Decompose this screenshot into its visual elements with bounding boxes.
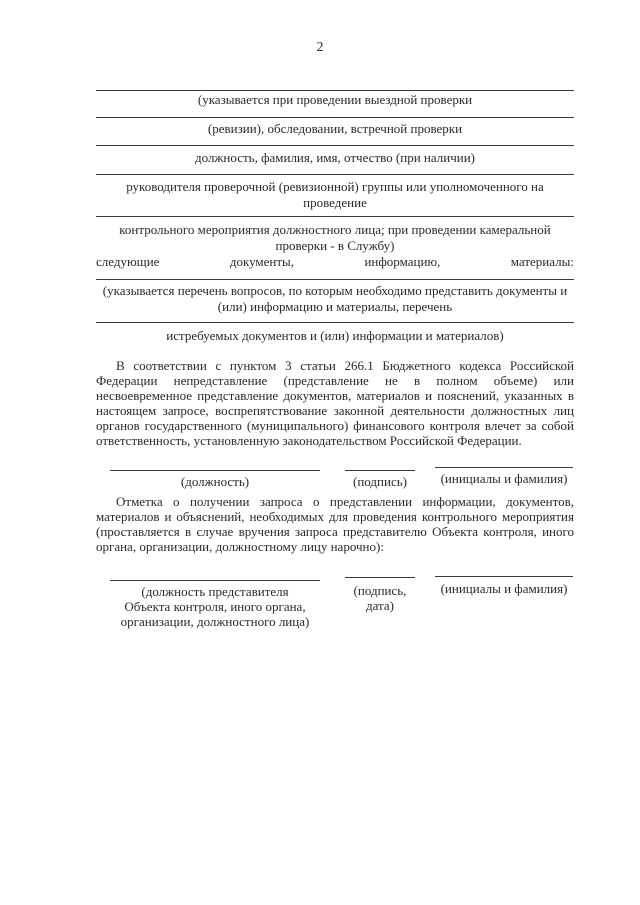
legal-paragraph-text: В соответствии с пунктом 3 статьи 266.1 Бюджетного кодекса Российской Федерации непредставление (представление не в полном объеме) или несвоевременное представление документов, материалов и пояснений, указанных в настоящем запросе, воспрепятствование законной деятельности должностных лиц органов государственного (муниципального) финансового контроля влечет за собой ответственность, установленную законодательством Российской Федерации. bbox=[96, 358, 574, 448]
signature-line-position bbox=[110, 580, 320, 581]
instruction-text: истребуемых документов и (или) информации и материалов) bbox=[166, 328, 504, 343]
caption-line: Объекта контроля, иного органа, bbox=[124, 599, 306, 614]
caption-position: (должность) bbox=[180, 474, 250, 489]
page-number: 2 bbox=[316, 40, 324, 55]
word-following: следующие bbox=[96, 254, 160, 269]
word-materials: материалы: bbox=[510, 254, 574, 269]
caption-signature: (подпись) bbox=[353, 474, 407, 489]
receipt-paragraph-text: Отметка о получении запроса о представлении информации, документов, материалов и объяснений, необходимых для проведения контрольного мероприятия (проставляется в случае вручения запроса представителю Объекта контроля, иного органа, организации, должностному лицу нарочно): bbox=[96, 494, 574, 554]
caption-signature-date bbox=[340, 583, 420, 613]
legal-paragraph bbox=[96, 358, 574, 448]
fill-line bbox=[96, 117, 574, 118]
instruction-text: руководителя проверочной (ревизионной) группы или уполномоченного на bbox=[126, 179, 544, 194]
instruction-text: проверки - в Службу) bbox=[275, 238, 395, 253]
fill-line bbox=[96, 90, 574, 91]
caption-line: организации, должностного лица) bbox=[120, 614, 310, 629]
fill-line bbox=[96, 174, 574, 175]
word-documents: документы, bbox=[229, 254, 295, 269]
signature-line-signature bbox=[345, 577, 415, 578]
instruction-text: контрольного мероприятия должностного лица; при проведении камеральной bbox=[119, 222, 551, 237]
instruction-text: проведение bbox=[303, 195, 367, 210]
signature-line-initials bbox=[435, 467, 573, 468]
instruction-text: должность, фамилия, имя, отчество (при наличии) bbox=[195, 150, 475, 165]
word-information: информацию, bbox=[364, 254, 441, 269]
instruction-text: (указывается перечень вопросов, по которым необходимо представить документы и bbox=[102, 283, 568, 298]
fill-line bbox=[96, 279, 574, 280]
receipt-paragraph bbox=[96, 494, 574, 554]
caption-line: дата) bbox=[366, 598, 394, 613]
instruction-text: (или) информацию и материалы, перечень bbox=[217, 299, 453, 314]
caption-line: (должность представителя bbox=[141, 584, 289, 599]
caption-initials: (инициалы и фамилия) bbox=[440, 581, 568, 596]
signature-line-signature bbox=[345, 470, 415, 471]
caption-line: (подпись, bbox=[353, 583, 407, 598]
instruction-text: (указывается при проведении выездной проверки bbox=[197, 92, 473, 107]
instruction-text: (ревизии), обследовании, встречной проверки bbox=[207, 121, 463, 136]
following-items-row bbox=[96, 254, 574, 269]
caption-representative-position bbox=[100, 584, 330, 629]
signature-line-initials bbox=[435, 576, 573, 577]
fill-line bbox=[96, 322, 574, 323]
fill-line bbox=[96, 145, 574, 146]
fill-line bbox=[96, 216, 574, 217]
signature-line-position bbox=[110, 470, 320, 471]
caption-initials: (инициалы и фамилия) bbox=[440, 471, 568, 486]
